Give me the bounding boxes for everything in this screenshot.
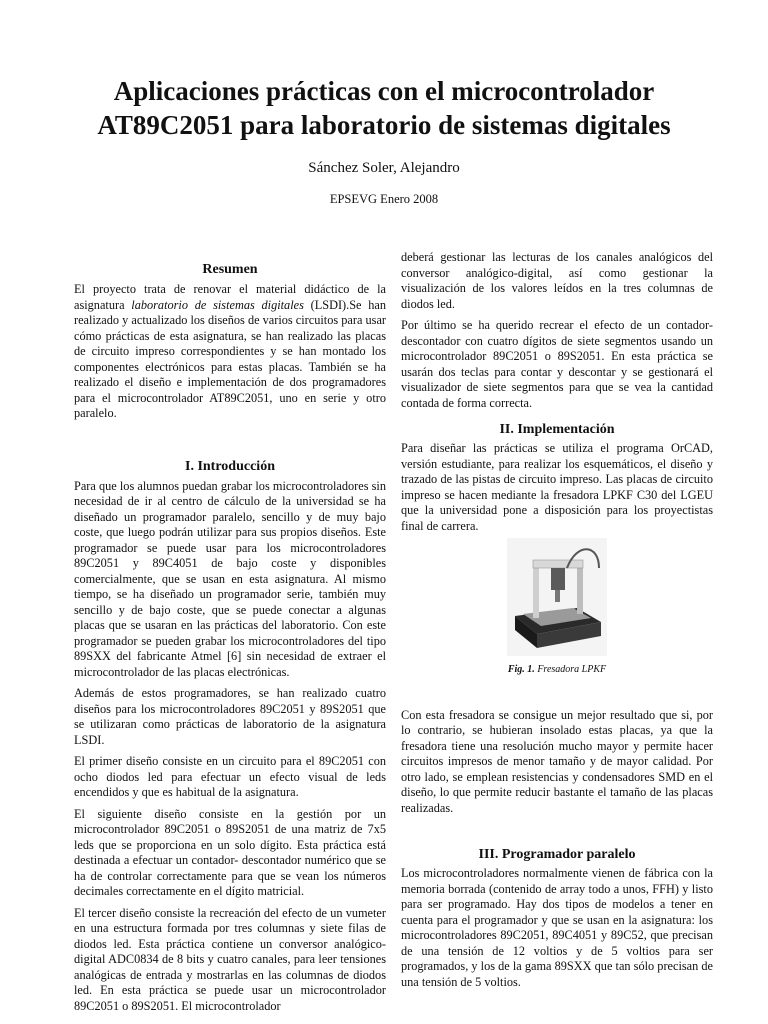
intro-paragraph: El siguiente diseño consiste en la gestión por un microcontrolador 89C2051 o 89S2051 de una matriz de 7x5 leds que se proporciona en un solo dígito. Esta práctica está destinada a efectuar un contador- descontador numérico que se ha de controlar correctamente para que se vean los números decimales correctamente en el dígito matricial. <box>74 806 386 898</box>
figure-caption <box>401 662 713 678</box>
abstract-heading: Resumen <box>202 262 258 277</box>
figure-caption-text: Fresadora LPKF <box>534 664 607 675</box>
author: Sánchez Soler, Alejandro <box>308 160 460 176</box>
left-column <box>74 250 386 1020</box>
abstract-text <box>74 282 386 422</box>
paper-title <box>0 74 768 142</box>
right-paragraph: Por último se ha querido recrear el efecto de un contador-descontador con cuatro dígitos de siete segmentos usando un microcontrolador 89C2051 o 89S2051. En esta práctica se usarán dos teclas para contar y descontar y se gestionará el visualizador de siete segmentos para que se vea la cantidad contada de forma correcta. <box>401 318 713 410</box>
figure-1 <box>401 538 713 678</box>
intro-paragraph: Además de estos programadores, se han realizado cuatro diseños para los microcontroladores 89C2051 y 89S2051 que se utilizaran como prácticas de laboratorio de la asignatura LSDI. <box>74 686 386 747</box>
implementation-heading: II. Implementación <box>499 422 615 437</box>
programmer-paragraph: Los microcontroladores normalmente vienen de fábrica con la memoria borrada (contenido de array todo a unos, FFH) y listo para ser programado. Hay dos tipos de modelos a tener en cuenta para el programador y que se usan en la asignatura: los microcontroladores 89C2051, 89C4051 y 89C52, que precisan de una tensión de 12 voltios y de 5 voltios para ser programados, y los de la gama 89SXX que tan sólo precisan de una tensión de 5 voltios. <box>401 866 713 989</box>
affiliation: EPSEVG Enero 2008 <box>329 192 439 206</box>
title-line-1: Aplicaciones prácticas con el microcontrolador <box>113 76 655 106</box>
abstract-text-part: (LSDI).Se han realizado y actualizado los diseños de varios circuitos para usar cómo prácticas de esta asignatura, se han realizado las placas de circuito impreso correspondientes y se han montado los componentes electrónicos para estas placas. También se ha realizado el diseño e implementación de dos programadores para el microcontrolador AT89C2051, uno en serie y otro paralelo. <box>74 297 387 420</box>
intro-heading: I. Introducción <box>185 458 275 474</box>
figure-label: Fig. 1. <box>507 664 535 675</box>
intro-paragraph: El primer diseño consiste en un circuito para el 89C2051 con ocho diodos led para efectuar un efecto visual de leds encendidos y que es habitual de la asignatura. <box>74 754 386 799</box>
intro-paragraph: Para que los alumnos puedan grabar los microcontroladores sin necesidad de ir al centro de cálculo de la universidad se ha diseñado un programador paralelo, sencillo y de muy bajo coste, que luego podrán utilizar para sus propios diseños. Este programador se puede usar para los microcontroladores 89C2051 y 89C4051 de bajo coste y disponibles comercialmente, que se usan en esta asignatura. Al mismo tiempo, se ha diseñado un programador serie, también muy sencillo y de bajo coste, que se puede conectar a algunas placas que se usaran en las prácticas del laboratorio. Con este programador se pueden grabar los microcontroladores del tipo 89SXX del fabricante Atmel [6] sin necesidad de extraer el microcontrolador de las placas electrónicas. <box>74 478 386 679</box>
right-column <box>401 250 713 996</box>
right-paragraph: deberá gestionar las lecturas de los canales analógicos del conversor analógico-digital, así como gestionar la visualización de los valores leídos en la tres columnas de diodos led. <box>401 250 713 311</box>
abstract-text-part: El proyecto trata de renovar el material didáctico de la asignatura <box>74 282 386 312</box>
intro-paragraph: El tercer diseño consiste la recreación del efecto de un vumeter en una estructura formada por tres columnas y siete filas de diodos led. Esta práctica contiene un conversor analógico-digital ADC0834 de 8 bits y cuatro canales, para leer tensiones analógicas de entrada y mostrarlas en las columnas de diodos led. En esta práctica se puede usar un microcontrolador 89C2051 o 89S2051. El microcontrolador <box>74 905 386 1013</box>
programmer-heading: III. Programador paralelo <box>478 847 636 862</box>
implementation-paragraph: Para diseñar las prácticas se utiliza el programa OrCAD, versión estudiante, para realizar los esquemáticos, el diseño y trazado de las pistas de circuito impreso. Las placas de circuito impreso se hacen mediante la fresadora LPKF C30 del LGEU que la universidad pone a disposición para los proyectistas final de carrera. <box>401 441 713 533</box>
milling-machine-image <box>507 538 607 656</box>
abstract-italic: laboratorio de sistemas digitales <box>131 297 304 312</box>
implementation-paragraph: Con esta fresadora se consigue un mejor resultado que si, por lo contrario, se hubieran insolado estas placas, ya que la fresadora tiene una resolución mucho mayor y permite hacer circuitos impresos de menor tamaño y de mayor calidad. Por otro lado, se emplean resistencias y condensadores SMD en el diseño, lo que permite reducir bastante el tamaño de las placas realizadas. <box>401 707 713 815</box>
title-line-2: AT89C2051 para laboratorio de sistemas digitales <box>97 110 671 140</box>
